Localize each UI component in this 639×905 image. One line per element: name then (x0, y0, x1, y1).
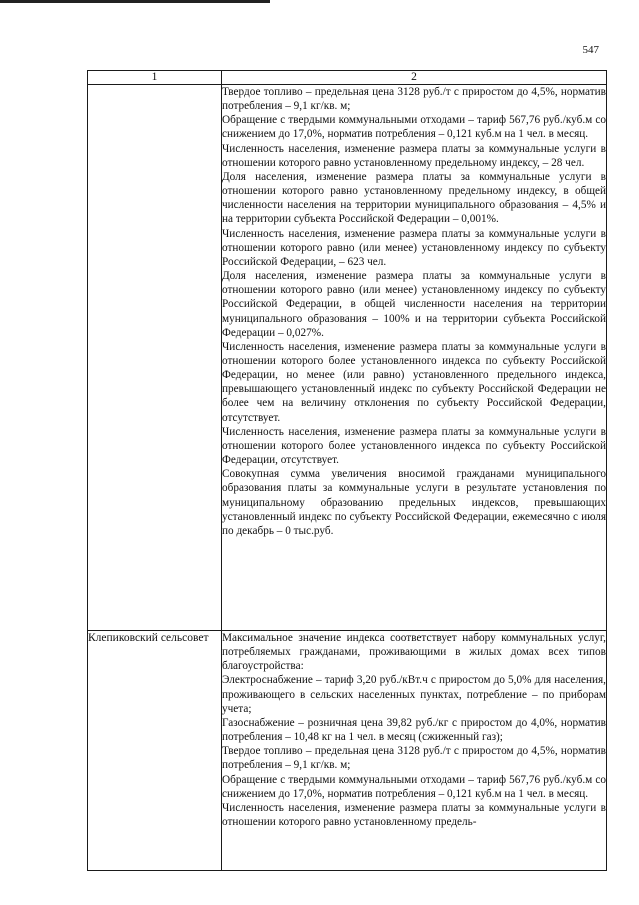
description-cell (222, 631, 607, 871)
paragraph-electricity: Электроснабжение – тариф 3,20 руб./кВт.ч с приростом до 5,0% для населения, проживающего в сельских населенных пунктах, потребление – по приборам учета; (222, 674, 606, 715)
paragraph-solid-fuel: Твердое топливо – предельная цена 3128 руб./т с приростом до 4,5%, норматив потребления – 9,1 кг/кв. м; (222, 745, 606, 772)
paragraph-population-equal-limit: Численность населения, изменение размера платы за коммунальные услуги в отношении которого равно установленному предельному индексу, – 28 чел. (222, 142, 606, 169)
municipality-name (88, 85, 222, 631)
table-row (88, 85, 607, 631)
paragraph-population-between: Численность населения, изменение размера платы за коммунальные услуги в отношении которого более установленного индекса по субъекту Российской Федерации, но менее (или равно) установленного предельного индекса, превышающего установленный индекс по субъекту Российской Федерации не более чем на величину отклонения по субъекту Российской Федерации, отсутствует. (222, 340, 606, 424)
paragraph-population-equal-limit: Численность населения, изменение размера платы за коммунальные услуги в отношении которого равно установленному предель- (222, 801, 606, 829)
column-header-1: 1 (88, 71, 222, 85)
table-row (88, 631, 607, 871)
paragraph-population-above: Численность населения, изменение размера платы за коммунальные услуги в отношении которого более установленного индекса по субъекту Российской Федерации, отсутствует. (222, 425, 606, 467)
municipality-name: Клепиковский сельсовет (88, 631, 222, 871)
table-header-row (88, 71, 607, 85)
paragraph-share-regional-index: Доля населения, изменение размера платы за коммунальные услуги в отношении которого равно (или менее) установленному индексу по субъекту Российской Федерации, в общей численности населения на территории муниципального образования – 100% и на территории субъекта Российской Федерации – 0,027%. (222, 270, 606, 339)
paragraph-total-increase: Совокупная сумма увеличения вносимой гражданами муниципального образования платы за коммунальные услуги в результате установления по муниципальному образованию предельных индексов, превышающих установленный индекс по субъекту Российской Федерации, ежемесячно с июля по декабрь – 0 тыс.руб. (222, 468, 606, 537)
paragraph-solid-fuel: Твердое топливо – предельная цена 3128 руб./т с приростом до 4,5%, норматив потребления – 9,1 кг/кв. м; (222, 86, 606, 113)
description-cell (222, 85, 607, 631)
paragraph-population-regional-index: Численность населения, изменение размера платы за коммунальные услуги в отношении которого равно (или менее) установленному индексу по субъекту Российской Федерации, – 623 чел. (222, 227, 606, 268)
column-header-2: 2 (222, 71, 607, 85)
paragraph-waste: Обращение с твердыми коммунальными отходами – тариф 567,76 руб./куб.м со снижением до 17,0%, норматив потребления – 0,121 куб.м на 1 чел. в месяц. (222, 114, 606, 141)
paragraph-max-index: Максимальное значение индекса соответствует набору коммунальных услуг, потребляемых гражданами, проживающими в жилых домах всех типов благоустройства: (222, 632, 606, 673)
paragraph-share-equal-limit: Доля населения, изменение размера платы за коммунальные услуги в отношении которого равно установленному предельному индексу, в общей численности населения на территории муниципального образования – 4,5% и на территории субъекта Российской Федерации – 0,001%. (222, 170, 606, 226)
scan-edge-mark (0, 0, 270, 3)
paragraph-gas: Газоснабжение – розничная цена 39,82 руб./кг с приростом до 4,0%, норматив потребления – 10,48 кг на 1 чел. в месяц (сжиженный газ); (222, 716, 606, 744)
paragraph-waste: Обращение с твердыми коммунальными отходами – тариф 567,76 руб./куб.м со снижением до 17,0%, норматив потребления – 0,121 куб.м на 1 чел. в месяц. (222, 773, 606, 800)
page-number: 547 (582, 44, 599, 56)
document-table (87, 70, 607, 871)
